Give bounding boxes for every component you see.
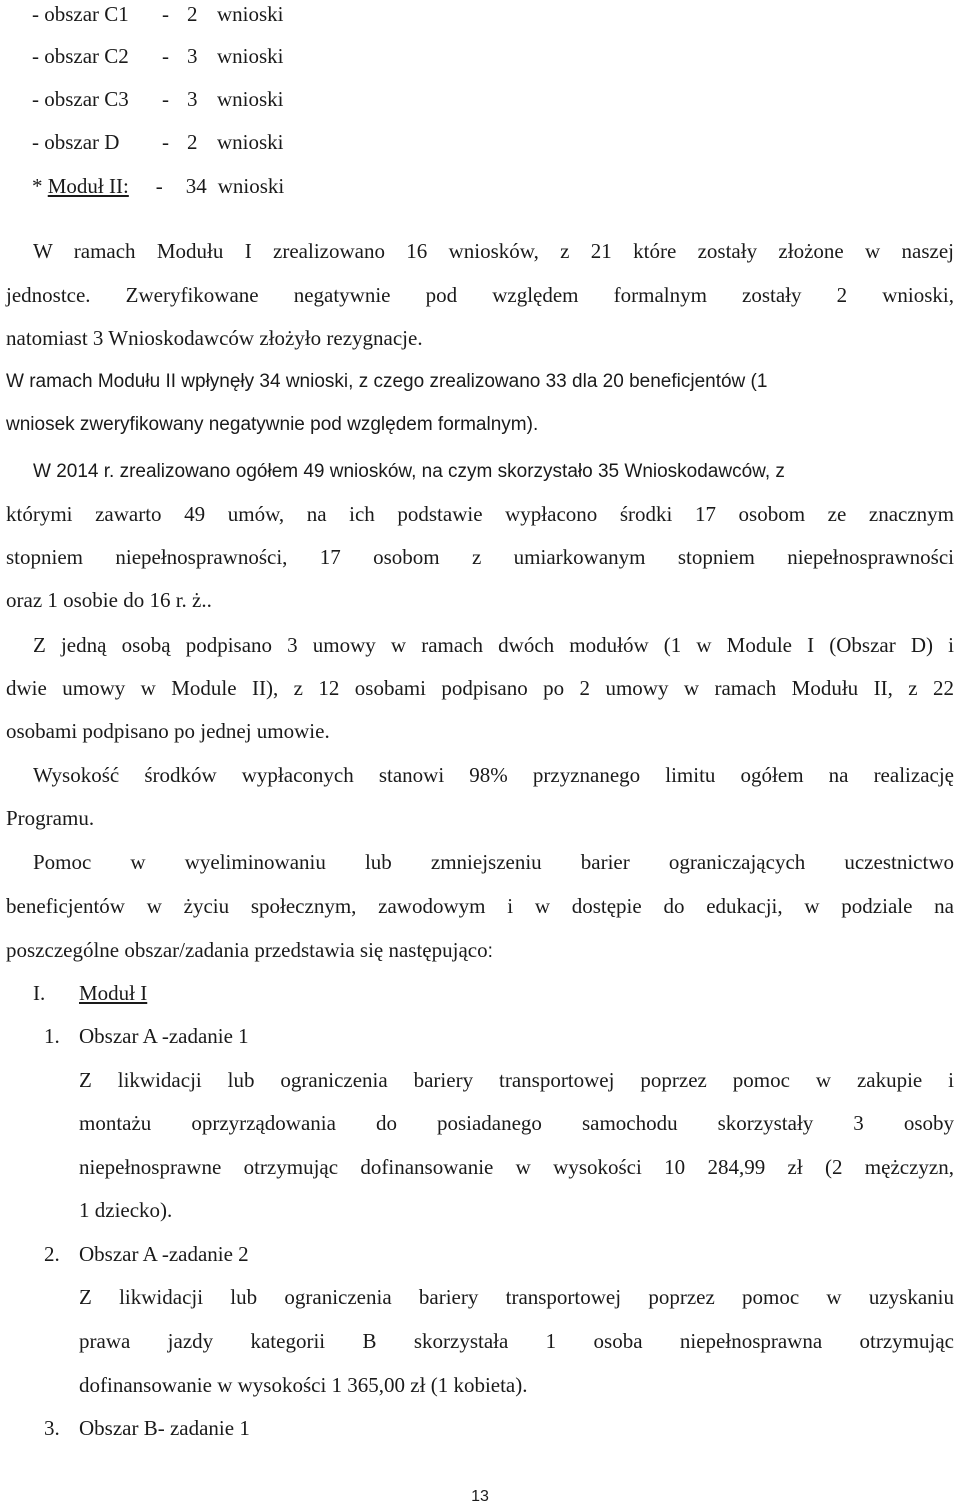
- area-name: - obszar D: [32, 130, 120, 154]
- item-number: 2.: [44, 1242, 60, 1266]
- paragraph-line: W ramach Modułu I zrealizowano 16 wniosków, z 21 które zostały złożone w naszej: [33, 239, 954, 263]
- paragraph-line: stopniem niepełnosprawności, 17 osobom z umiarkowanym stopniem niepełnosprawności: [6, 545, 954, 569]
- paragraph-line: W 2014 r. zrealizowano ogółem 49 wniosków, na czym skorzystało 35 Wnioskodawców, z: [33, 461, 785, 482]
- paragraph-line: Pomoc w wyeliminowaniu lub zmniejszeniu barier ograniczających uczestnictwo: [33, 850, 954, 874]
- paragraph-line: dwie umowy w Module II), z 12 osobami podpisano po 2 umowy w ramach Modułu II, z 22: [6, 676, 954, 700]
- item-title: Obszar A -zadanie 2: [79, 1242, 249, 1266]
- area-list-item: - obszar D - 2 wnioski: [32, 130, 284, 154]
- item-text-line: niepełnosprawne otrzymując dofinansowanie w wysokości 10 284,99 zł (2 mężczyzn,: [79, 1155, 954, 1179]
- area-list-item: - obszar C1 - 2 wnioski: [32, 2, 284, 26]
- item-heading: [44, 1022, 249, 1050]
- item-number: 1.: [44, 1024, 60, 1048]
- item-title: Obszar A -zadanie 1: [79, 1024, 249, 1048]
- area-list-item: - obszar C2 - 3 wnioski: [32, 44, 284, 68]
- paragraph-line: wniosek zweryfikowany negatywnie pod względem formalnym).: [6, 414, 539, 435]
- area-name: - obszar C3: [32, 87, 129, 111]
- item-text-line: dofinansowanie w wysokości 1 365,00 zł (1 kobieta).: [79, 1373, 528, 1397]
- item-text-line: 1 dziecko).: [79, 1198, 173, 1222]
- item-text-line: montażu oprzyrządowania do posiadanego samochodu skorzystały 3 osoby: [79, 1111, 954, 1135]
- item-heading: [44, 1414, 250, 1442]
- section-heading: [33, 979, 147, 1007]
- section-title: Moduł I: [79, 981, 148, 1005]
- paragraph-line: osobami podpisano po jednej umowie.: [6, 719, 330, 743]
- item-text-line: Z likwidacji lub ograniczenia bariery transportowej poprzez pomoc w uzyskaniu: [79, 1285, 954, 1309]
- paragraph-line: Z jedną osobą podpisano 3 umowy w ramach dwóch modułów (1 w Module I (Obszar D) i: [33, 633, 954, 657]
- paragraph-line: W ramach Modułu II wpłynęły 34 wnioski, z czego zrealizowano 33 dla 20 beneficjentów (1: [6, 371, 768, 392]
- paragraph-line: Wysokość środków wypłaconych stanowi 98% przyznanego limitu ogółem na realizację: [33, 763, 954, 787]
- paragraph-line: natomiast 3 Wnioskodawców złożyło rezygnacje.: [6, 326, 423, 350]
- paragraph-line: jednostce. Zweryfikowane negatywnie pod względem formalnym zostały 2 wnioski,: [6, 283, 954, 307]
- item-number: 3.: [44, 1416, 60, 1440]
- paragraph-line: Programu.: [6, 806, 95, 830]
- paragraph-line: beneficjentów w życiu społecznym, zawodowym i w dostępie do edukacji, w podziale na: [6, 894, 954, 918]
- item-text-line: Z likwidacji lub ograniczenia bariery transportowej poprzez pomoc w zakupie i: [79, 1068, 954, 1092]
- area-name: - obszar C2: [32, 44, 129, 68]
- page-number: 13: [471, 1488, 489, 1505]
- area-list-item: - obszar C3 - 3 wnioski: [32, 87, 284, 111]
- item-title: Obszar B- zadanie 1: [79, 1416, 250, 1440]
- item-heading: [44, 1240, 249, 1268]
- section-number: I.: [33, 981, 46, 1005]
- module2-label: Moduł II:: [47, 174, 129, 198]
- module2-summary: * Moduł II: - 34 wnioski: [32, 174, 285, 198]
- item-text-line: prawa jazdy kategorii B skorzystała 1 osoba niepełnosprawna otrzymując: [79, 1329, 954, 1353]
- paragraph-line: poszczególne obszar/zadania przedstawia się następująco:: [6, 938, 493, 962]
- paragraph-line: oraz 1 osobie do 16 r. ż..: [6, 588, 212, 612]
- paragraph-line: którymi zawarto 49 umów, na ich podstawie wypłacono środki 17 osobom ze znacznym: [6, 502, 954, 526]
- area-name: - obszar C1: [32, 2, 129, 26]
